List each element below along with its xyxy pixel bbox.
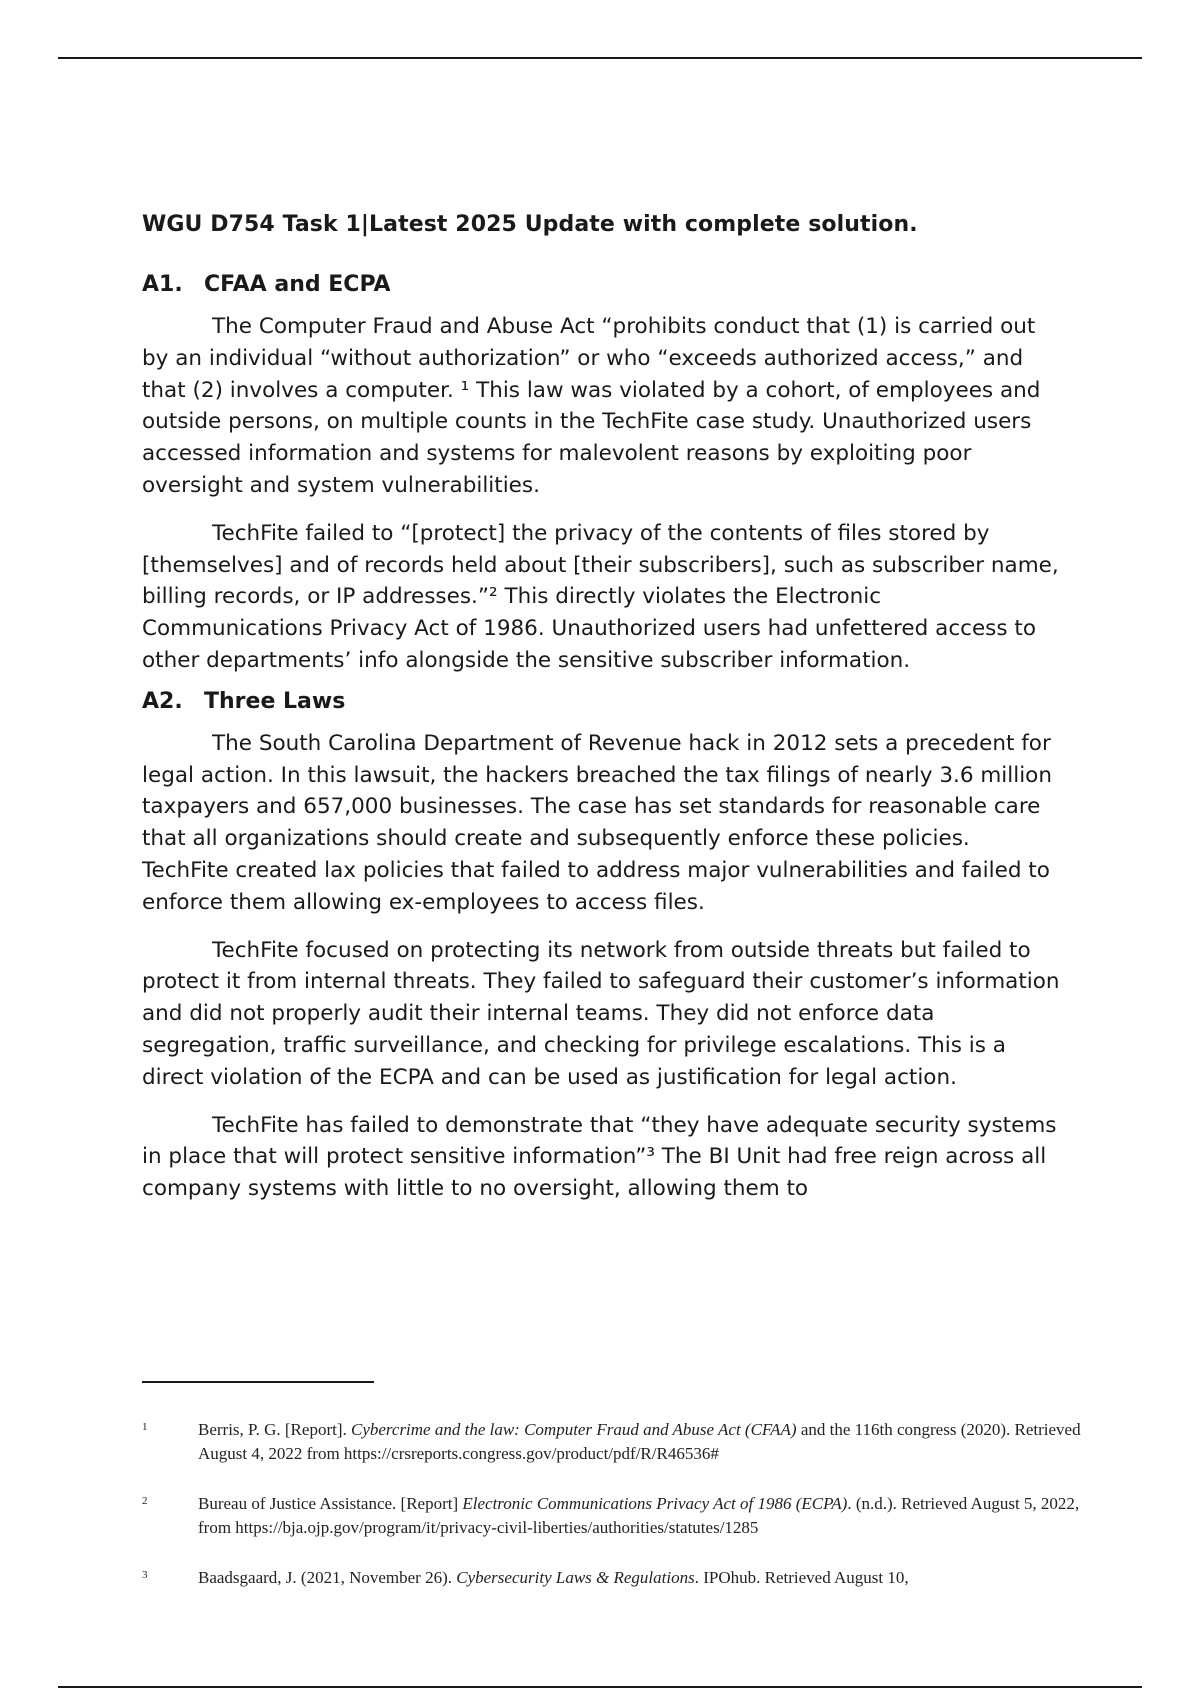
- footnote-text: Baadsgaard, J. (2021, November 26). Cybersecurity Laws & Regulations. IPOhub. Retrieved August 10,: [198, 1568, 909, 1587]
- section-title: CFAA and ECPA: [204, 272, 391, 297]
- section-number: A1.: [142, 272, 183, 297]
- footnote-text: Berris, P. G. [Report]. Cybercrime and the law: Computer Fraud and Abuse Act (CFAA) and the 116th congress (2020). Retrieved August 4, 2022 from https://crsreports.congress.gov/product/pdf/R/R46536#: [198, 1420, 1081, 1463]
- paragraph: TechFite failed to “[protect] the privacy of the contents of files stored by [themselves] and of records held about [their subscribers], such as subscriber name, billing records, or IP addresses.”² This directly violates the Electronic Communications Privacy Act of 1986. Unauthorized users had unfettered access to other departments’ info alongside the sensitive subscriber information.: [142, 520, 1059, 673]
- footnote: [142, 1492, 1102, 1540]
- paragraph: TechFite has failed to demonstrate that “they have adequate security systems in place that will protect sensitive information”³ The BI Unit had free reign across all company systems with little to no oversight, allowing them to: [142, 1112, 1057, 1202]
- paragraph: The Computer Fraud and Abuse Act “prohibits conduct that (1) is carried out by an individual “without authorization” or who “exceeds authorized access,” and that (2) involves a computer. ¹ This law was violated by a cohort, of employees and outside persons, on multiple counts in the TechFite case study. Unauthorized users accessed information and systems for malevolent reasons by exploiting poor oversight and system vulnerabilities.: [142, 314, 1041, 498]
- footnote: [142, 1566, 1102, 1590]
- section-heading-a1: [142, 272, 1062, 297]
- header-rule: [58, 57, 1142, 59]
- section-heading-a2: [142, 689, 1062, 714]
- footnote-separator: [142, 1381, 374, 1383]
- section-number: A2.: [142, 688, 183, 714]
- paragraph: The South Carolina Department of Revenue hack in 2012 sets a precedent for legal action. In this lawsuit, the hackers breached the tax filings of nearly 3.6 million taxpayers and 657,000 businesses. The case has set standards for reasonable care that all organizations should create and subsequently enforce these policies. TechFite created lax policies that failed to address major vulnerabilities and failed to enforce them allowing ex-employees to access files.: [142, 730, 1052, 915]
- paragraph: TechFite focused on protecting its network from outside threats but failed to protect it from internal threats. They failed to safeguard their customer’s information and did not properly audit their internal teams. They did not enforce data segregation, trafﬁc surveillance, and checking for privilege escalations. This is a direct violation of the ECPA and can be used as justification for legal action.: [142, 937, 1060, 1090]
- section-title: Three Laws: [204, 688, 346, 714]
- document-body: [142, 212, 1062, 1205]
- footnotes: [142, 1418, 1102, 1590]
- footnote-number: 2: [142, 1495, 148, 1507]
- footnote-text: Bureau of Justice Assistance. [Report] Electronic Communications Privacy Act of 1986 (ECPA). (n.d.). Retrieved August 5, 2022, from https://bja.ojp.gov/program/it/privacy-civil-liberties/authorities/statutes/1285: [198, 1494, 1080, 1537]
- footnote-number: 3: [142, 1569, 148, 1581]
- footnote: [142, 1418, 1102, 1466]
- footnote-number: 1: [142, 1421, 148, 1433]
- document-title: WGU D754 Task 1|Latest 2025 Update with complete solution.: [142, 212, 918, 237]
- footer-rule: [58, 1686, 1142, 1688]
